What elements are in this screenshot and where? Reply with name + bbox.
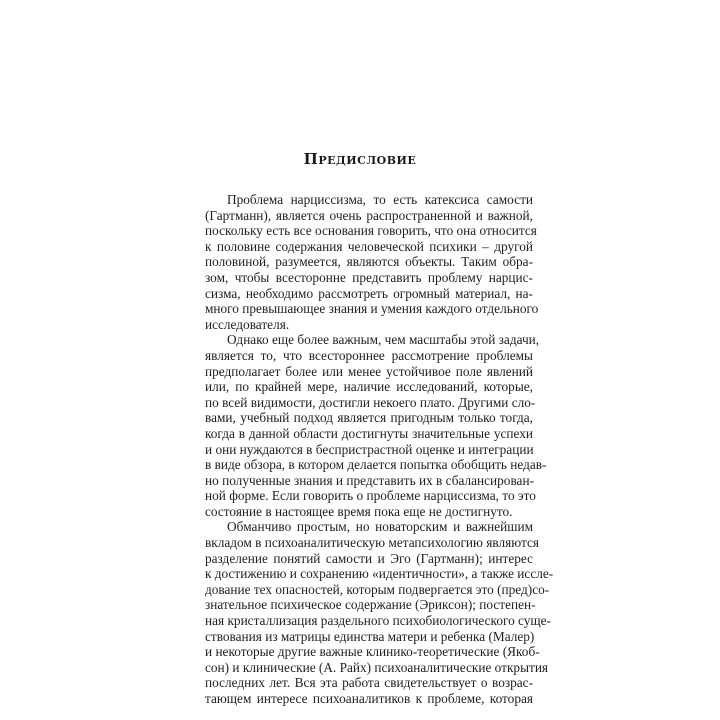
text-line: сон) и клинические (А. Райх) психоаналитические открытия: [205, 659, 549, 675]
text-line: Проблема нарциссизма, то есть катексиса самости: [227, 192, 533, 207]
text-line: но полученные знания и представить их в сбалансирован-: [205, 472, 535, 488]
text-line: и некоторые другие важные клинико-теоретические (Якоб-: [205, 644, 540, 660]
body-text: [205, 192, 554, 707]
text-line: когда в данной области достигнуты значительные успехи: [205, 425, 533, 441]
text-line: знательное психическое содержание (Эриксон); постепен-: [205, 597, 536, 613]
text-line: тающем интересе психоаналитиков к проблеме, которая: [205, 691, 533, 706]
text-line: является то, что всестороннее рассмотрение проблемы: [205, 347, 533, 363]
text-line: предполагает более или менее устойчивое поле явлений: [205, 363, 533, 379]
text-line: зом, чтобы всесторонне представить проблему нарцис-: [205, 269, 533, 285]
text-line: (Гартманн), является очень распространенной и важной,: [205, 207, 533, 223]
text-line: к достижению и сохранению «идентичности», а также иссле-: [205, 566, 554, 582]
text-line: много превышающее знания и умения каждого отдельного: [205, 301, 539, 317]
text-line: ная кристаллизация раздельного психобиологического суще-: [205, 613, 552, 629]
text-line: или, по крайней мере, наличие исследований, которые,: [205, 379, 533, 395]
text-line: поскольку есть все основания говорить, что она относится: [205, 223, 537, 239]
text-line: сизма, необходимо рассмотреть огромный материал, на-: [205, 285, 533, 301]
text-line: ствования из матрицы единства матери и ребенка (Малер): [205, 628, 535, 644]
text-line: по всей видимости, достигли некоего плато. Другими сло-: [205, 394, 536, 410]
text-line: половиной, разумеется, являются объекты. Таким обра-: [205, 254, 533, 270]
text-line: состояние в настоящее время пока еще не достигнуто.: [205, 503, 513, 519]
text-line: исследователя.: [205, 316, 290, 332]
text-line: к половине содержания человеческой психики – другой: [205, 238, 533, 254]
text-line: последних лет. Вся эта работа свидетельствует о возрас-: [205, 675, 533, 691]
text-line: Однако еще более важным, чем масштабы этой задачи,: [227, 332, 540, 348]
text-line: разделение понятий самости и Эго (Гартманн); интерес: [205, 550, 533, 566]
text-line: вкладом в психоаналитическую метапсихологию являются: [205, 535, 540, 551]
text-line: дование тех опасностей, которым подвергается это (пред)со-: [205, 581, 550, 597]
text-line: в виде обзора, в котором делается попытка обобщить недав-: [205, 457, 547, 473]
text-line: ной форме. Если говорить о проблеме нарциссизма, то это: [205, 488, 536, 504]
text-line: и они нуждаются в беспристрастной оценке и интеграции: [205, 441, 534, 457]
text-line: вами, учебный подход является пригодным только тогда,: [205, 410, 533, 426]
text-line: Обманчиво простым, но новаторским и важнейшим: [227, 519, 533, 535]
page-title: Предисловие: [303, 150, 417, 168]
